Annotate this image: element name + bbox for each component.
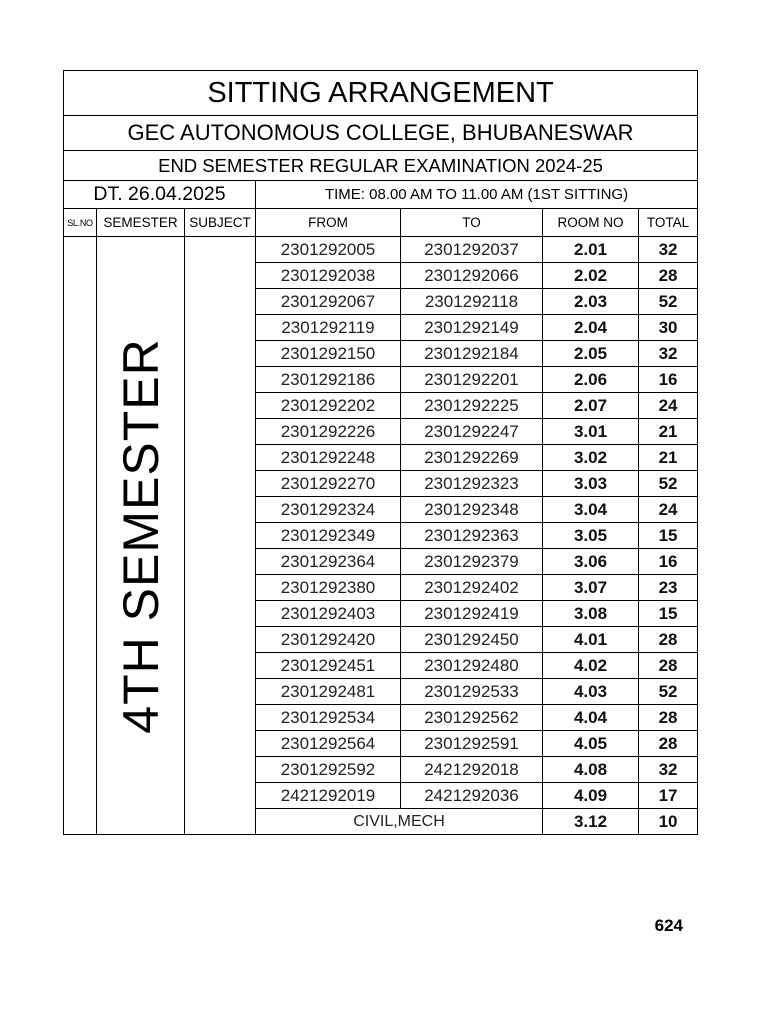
- total-cell: 32: [639, 757, 698, 783]
- exam-date: DT. 26.04.2025: [64, 181, 256, 209]
- total-cell: 21: [639, 419, 698, 445]
- room-cell: 2.01: [543, 237, 639, 263]
- room-cell: 2.04: [543, 315, 639, 341]
- total-cell: 32: [639, 237, 698, 263]
- room-cell: 3.01: [543, 419, 639, 445]
- header-semester: SEMESTER: [97, 209, 185, 237]
- from-cell: 2301292270: [256, 471, 401, 497]
- from-cell: 2301292038: [256, 263, 401, 289]
- total-cell: 17: [639, 783, 698, 809]
- room-cell: 2.03: [543, 289, 639, 315]
- table-header-row: [64, 209, 698, 237]
- to-cell: 2301292201: [401, 367, 543, 393]
- to-cell: 2301292247: [401, 419, 543, 445]
- from-cell: 2301292349: [256, 523, 401, 549]
- header-to: TO: [401, 209, 543, 237]
- document-title: SITTING ARRANGEMENT: [64, 71, 698, 116]
- sitting-arrangement-sheet: [63, 70, 697, 935]
- header-from: FROM: [256, 209, 401, 237]
- header-total: TOTAL: [639, 209, 698, 237]
- room-cell: 4.09: [543, 783, 639, 809]
- header-room: ROOM NO: [543, 209, 639, 237]
- total-cell: 28: [639, 627, 698, 653]
- total-cell: 15: [639, 601, 698, 627]
- table-row: [64, 237, 698, 263]
- exam-name: END SEMESTER REGULAR EXAMINATION 2024-25: [64, 151, 698, 181]
- from-cell: 2301292248: [256, 445, 401, 471]
- room-cell: 4.08: [543, 757, 639, 783]
- total-cell: 16: [639, 549, 698, 575]
- from-cell: 2301292420: [256, 627, 401, 653]
- to-cell: 2421292036: [401, 783, 543, 809]
- from-cell: 2421292019: [256, 783, 401, 809]
- to-cell: 2301292379: [401, 549, 543, 575]
- total-cell: 24: [639, 497, 698, 523]
- total-cell: 21: [639, 445, 698, 471]
- header-subject: SUBJECT: [185, 209, 256, 237]
- to-cell: 2301292419: [401, 601, 543, 627]
- room-cell: 4.01: [543, 627, 639, 653]
- to-cell: 2301292037: [401, 237, 543, 263]
- room-cell: 2.07: [543, 393, 639, 419]
- room-cell: 3.04: [543, 497, 639, 523]
- slno-cell: [64, 237, 97, 835]
- subject-cell: [185, 237, 256, 835]
- to-cell: 2301292225: [401, 393, 543, 419]
- total-cell: 28: [639, 263, 698, 289]
- room-cell: 3.06: [543, 549, 639, 575]
- total-cell: 32: [639, 341, 698, 367]
- room-cell: 4.04: [543, 705, 639, 731]
- to-cell: 2301292591: [401, 731, 543, 757]
- from-cell: 2301292150: [256, 341, 401, 367]
- to-cell: 2301292450: [401, 627, 543, 653]
- from-cell: 2301292067: [256, 289, 401, 315]
- room-cell: 3.12: [543, 809, 639, 835]
- from-cell: 2301292481: [256, 679, 401, 705]
- to-cell: 2301292402: [401, 575, 543, 601]
- semester-label: 4TH SEMESTER: [112, 337, 169, 734]
- total-cell: 30: [639, 315, 698, 341]
- total-cell: 10: [639, 809, 698, 835]
- total-cell: 52: [639, 289, 698, 315]
- semester-cell: [97, 237, 185, 835]
- room-cell: 4.03: [543, 679, 639, 705]
- total-cell: 52: [639, 679, 698, 705]
- from-cell: 2301292119: [256, 315, 401, 341]
- total-cell: 28: [639, 653, 698, 679]
- from-cell: 2301292564: [256, 731, 401, 757]
- to-cell: 2421292018: [401, 757, 543, 783]
- to-cell: 2301292184: [401, 341, 543, 367]
- from-cell: 2301292403: [256, 601, 401, 627]
- total-cell: 16: [639, 367, 698, 393]
- to-cell: 2301292533: [401, 679, 543, 705]
- to-cell: 2301292363: [401, 523, 543, 549]
- room-cell: 2.06: [543, 367, 639, 393]
- to-cell: 2301292562: [401, 705, 543, 731]
- total-cell: 28: [639, 705, 698, 731]
- exam-time: TIME: 08.00 AM TO 11.00 AM (1ST SITTING): [256, 181, 698, 209]
- from-cell: 2301292005: [256, 237, 401, 263]
- college-name: GEC AUTONOMOUS COLLEGE, BHUBANESWAR: [64, 116, 698, 151]
- total-cell: 23: [639, 575, 698, 601]
- total-cell: 28: [639, 731, 698, 757]
- grand-total: 624: [654, 916, 683, 935]
- to-cell: 2301292269: [401, 445, 543, 471]
- from-cell: 2301292364: [256, 549, 401, 575]
- header-slno: SL.NO: [64, 209, 97, 237]
- to-cell: 2301292066: [401, 263, 543, 289]
- total-cell: 52: [639, 471, 698, 497]
- sitting-table: [63, 70, 698, 835]
- from-cell: 2301292186: [256, 367, 401, 393]
- to-cell: 2301292348: [401, 497, 543, 523]
- room-cell: 3.08: [543, 601, 639, 627]
- room-cell: 2.05: [543, 341, 639, 367]
- to-cell: 2301292480: [401, 653, 543, 679]
- from-cell: 2301292534: [256, 705, 401, 731]
- room-cell: 4.05: [543, 731, 639, 757]
- from-cell: 2301292226: [256, 419, 401, 445]
- from-cell: 2301292451: [256, 653, 401, 679]
- to-cell: 2301292149: [401, 315, 543, 341]
- to-cell: 2301292323: [401, 471, 543, 497]
- room-cell: 4.02: [543, 653, 639, 679]
- room-cell: 2.02: [543, 263, 639, 289]
- total-cell: 24: [639, 393, 698, 419]
- room-cell: 3.02: [543, 445, 639, 471]
- room-cell: 3.03: [543, 471, 639, 497]
- from-cell: 2301292380: [256, 575, 401, 601]
- room-cell: 3.07: [543, 575, 639, 601]
- from-cell: 2301292592: [256, 757, 401, 783]
- from-cell: 2301292202: [256, 393, 401, 419]
- to-cell: 2301292118: [401, 289, 543, 315]
- from-cell: 2301292324: [256, 497, 401, 523]
- branch-cell: CIVIL,MECH: [256, 809, 543, 835]
- total-cell: 15: [639, 523, 698, 549]
- room-cell: 3.05: [543, 523, 639, 549]
